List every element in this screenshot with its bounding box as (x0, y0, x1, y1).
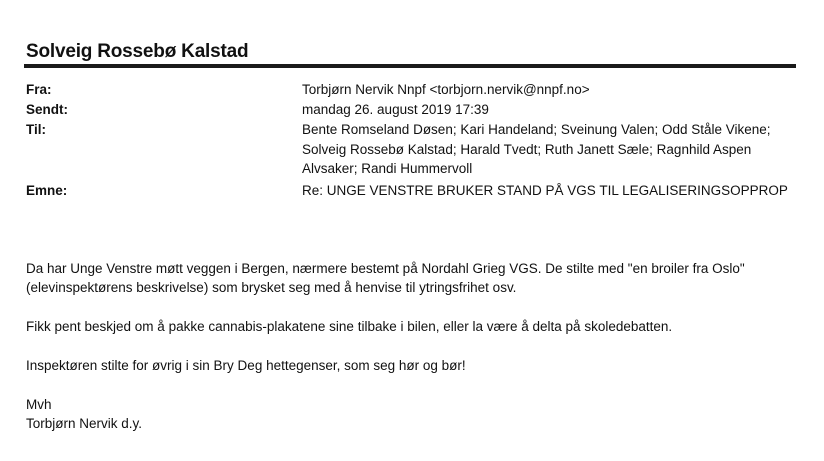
sent-label: Sendt: (26, 102, 68, 117)
signature: Torbjørn Nervik d.y. (26, 416, 143, 431)
sender-name-title: Solveig Rossebø Kalstad (26, 41, 249, 62)
signoff: Mvh (26, 397, 52, 412)
to-value: Bente Romseland Døsen; Kari Handeland; Sveinung Valen; Odd Ståle Vikene; Solveig Rossebø Kalstad; Harald Tvedt; Ruth Janett Sæle; Ragnhild Aspen Alvsaker; Randi Hummervoll (302, 122, 771, 176)
body-paragraph-3: Inspektøren stilte for øvrig i sin Bry Deg hettegenser, som seg hør og bør! (26, 358, 466, 373)
body-paragraph-2: Fikk pent beskjed om å pakke cannabis-plakatene sine tilbake i bilen, eller la være å delta på skoledebatten. (26, 319, 673, 334)
subject-value: Re: UNGE VENSTRE BRUKER STAND PÅ VGS TIL LEGALISERINGSOPPROP (302, 183, 788, 198)
body-paragraph-1: Da har Unge Venstre møtt veggen i Bergen, nærmere bestemt på Nordahl Grieg VGS. De stilte med "en broiler fra Oslo" (elevinspektørens beskrivelse) som brysket seg med å henvise til ytringsfrihet osv. (26, 261, 745, 295)
from-label: Fra: (26, 82, 52, 97)
sent-value: mandag 26. august 2019 17:39 (302, 102, 489, 117)
to-label: Til: (26, 122, 46, 137)
subject-label: Emne: (26, 183, 68, 198)
from-value: Torbjørn Nervik Nnpf <torbjorn.nervik@nnpf.no> (302, 82, 590, 97)
header-divider (24, 64, 796, 68)
